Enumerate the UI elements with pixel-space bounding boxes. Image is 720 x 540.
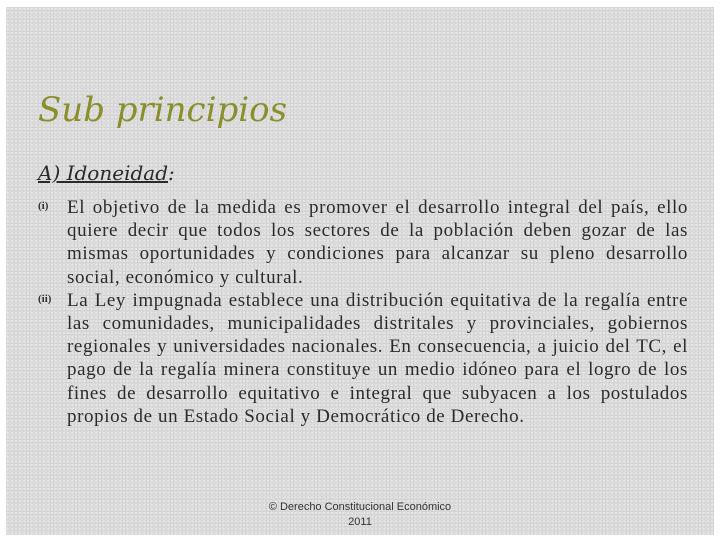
- principle-list: [38, 196, 688, 428]
- list-marker: (ii): [38, 292, 52, 305]
- subtitle-underlined-text: A) Idoneidad: [38, 161, 168, 185]
- slide-title: Sub principios: [38, 90, 288, 130]
- list-marker: (i): [38, 200, 49, 212]
- section-subtitle: [38, 161, 175, 185]
- footer-copyright: © Derecho Constitucional Económico: [268, 501, 452, 513]
- list-item-text: El objetivo de la medida es promover el desarrollo integral del país, ello quiere decir que todos los sectores de la población deben gozar de las mismas oportunidades y condiciones para alcanzar su pleno desarrollo social, económico y cultural.: [67, 197, 688, 288]
- subtitle-colon: :: [168, 161, 175, 185]
- list-item: [38, 196, 688, 289]
- footer-year: 2011: [348, 516, 372, 528]
- list-item-text: La Ley impugnada establece una distribución equitativa de la regalía entre las comunidades, municipalidades distritales y provinciales, gobiernos regionales y universidades nacionales. En consecuencia, a juicio del TC, el pago de la regalía minera constituye un medio idóneo para el logro de los fines de desarrollo equitativo e integral que subyacen a los postulados propios de un Estado Social y Democrático de Derecho.: [67, 289, 688, 427]
- footer: [0, 500, 720, 530]
- list-item: [38, 289, 688, 428]
